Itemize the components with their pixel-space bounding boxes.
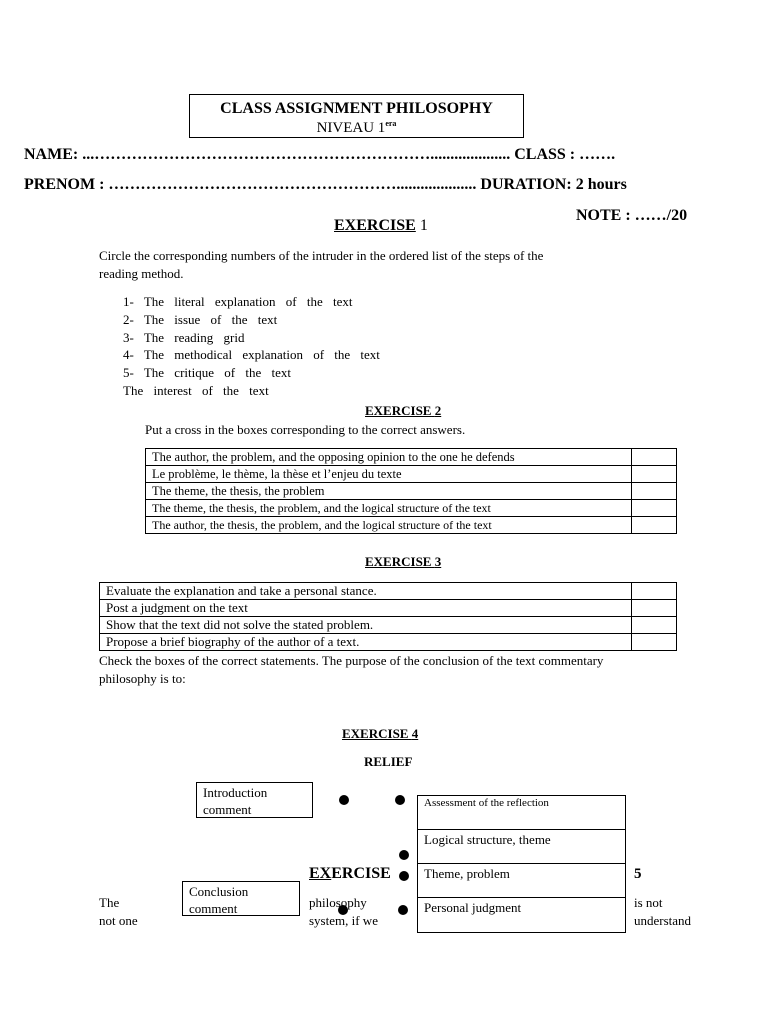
title-box bbox=[189, 94, 524, 138]
answer-text: Le problème, le thème, la thèse et l’enjeu du texte bbox=[146, 466, 632, 483]
exercise-5-left-1: The bbox=[99, 895, 120, 910]
exercise-5-mid-2: system, if we bbox=[309, 913, 378, 928]
right-box-logical-structure: Logical structure, theme bbox=[417, 829, 626, 864]
exercise-5-title: EXERCISE bbox=[309, 865, 391, 882]
connector-dot[interactable] bbox=[398, 905, 408, 915]
connector-dot[interactable] bbox=[339, 795, 349, 805]
connector-dot[interactable] bbox=[399, 850, 409, 860]
exercise-2-instruction: Put a cross in the boxes corresponding to the correct answers. bbox=[145, 422, 466, 437]
note-line: NOTE : ……/20 bbox=[576, 207, 688, 224]
exercise-1-title: EXERCISE 1 bbox=[334, 217, 428, 234]
exercise-1-instruction-1: Circle the corresponding numbers of the intruder in the ordered list of the steps of the bbox=[99, 248, 544, 263]
exercise-4-subtitle: RELIEF bbox=[364, 754, 413, 769]
answer-text: The theme, the thesis, the problem, and the logical structure of the text bbox=[146, 500, 632, 517]
table-row bbox=[100, 600, 677, 617]
right-box-personal-judgment: Personal judgment bbox=[417, 897, 626, 933]
statement-text: Propose a brief biography of the author of a text. bbox=[100, 634, 632, 651]
answer-checkbox[interactable] bbox=[632, 483, 677, 500]
list-item: 3- The reading grid bbox=[123, 330, 245, 345]
exercise-3-title: EXERCISE 3 bbox=[365, 554, 442, 569]
exercise-5-right-2: understand bbox=[634, 913, 692, 928]
level-label: NIVEAU $1^{era}$ bbox=[316, 119, 397, 136]
list-item: 2- The issue of the text bbox=[123, 312, 278, 327]
statement-text: Post a judgment on the text bbox=[100, 600, 632, 617]
answer-text: The author, the thesis, the problem, and the logical structure of the text bbox=[146, 517, 632, 534]
statement-checkbox[interactable] bbox=[632, 600, 677, 617]
name-class-line: NAME: ...……………………………………………………….................... CLASS : ……. bbox=[24, 146, 616, 163]
exercise-5-mid-1: philosophy bbox=[309, 895, 367, 910]
left-box-conclusion: Conclusion comment bbox=[182, 881, 300, 916]
connector-dot[interactable] bbox=[395, 795, 405, 805]
statement-text: Evaluate the explanation and take a personal stance. bbox=[100, 583, 632, 600]
statement-checkbox[interactable] bbox=[632, 617, 677, 634]
table-row bbox=[146, 449, 677, 466]
table-row bbox=[146, 483, 677, 500]
statement-checkbox[interactable] bbox=[632, 634, 677, 651]
answer-checkbox[interactable] bbox=[632, 449, 677, 466]
list-item: 1- The literal explanation of the text bbox=[123, 294, 353, 309]
statement-text: Show that the text did not solve the stated problem. bbox=[100, 617, 632, 634]
list-item: The interest of the text bbox=[123, 383, 269, 398]
table-row bbox=[146, 466, 677, 483]
exercise-2-title: EXERCISE 2 bbox=[365, 403, 442, 418]
answer-checkbox[interactable] bbox=[632, 517, 677, 534]
exercise-3-table bbox=[99, 582, 677, 651]
level-superscript: era bbox=[385, 119, 397, 128]
exercise-3-instruction-1: Check the boxes of the correct statements. The purpose of the conclusion of the text commentary bbox=[99, 653, 604, 668]
left-box-introduction: Introduction comment bbox=[196, 782, 313, 818]
table-row bbox=[100, 583, 677, 600]
table-row bbox=[100, 617, 677, 634]
table-row bbox=[146, 500, 677, 517]
exercise-5-right-1: is not bbox=[634, 895, 663, 910]
exercise-2-table bbox=[145, 448, 677, 534]
assignment-title: CLASS ASSIGNMENT PHILOSOPHY bbox=[220, 100, 493, 117]
answer-text: The theme, the thesis, the problem bbox=[146, 483, 632, 500]
statement-checkbox[interactable] bbox=[632, 583, 677, 600]
right-box-theme-problem: Theme, problem bbox=[417, 863, 626, 898]
answer-checkbox[interactable] bbox=[632, 500, 677, 517]
exercise-5-left-2: not one bbox=[99, 913, 138, 928]
prenom-duration-line: PRENOM : ……………………………………………….................... DURATION: 2 hours bbox=[24, 176, 627, 193]
answer-text: The author, the problem, and the opposing opinion to the one he defends bbox=[146, 449, 632, 466]
connector-dot[interactable] bbox=[399, 871, 409, 881]
table-row bbox=[100, 634, 677, 651]
table-row bbox=[146, 517, 677, 534]
list-item: 4- The methodical explanation of the text bbox=[123, 347, 380, 362]
exercise-1-instruction-2: reading method. bbox=[99, 266, 184, 281]
exercise-5-number: 5 bbox=[634, 866, 642, 882]
answer-checkbox[interactable] bbox=[632, 466, 677, 483]
right-box-assessment: Assessment of the reflection bbox=[417, 795, 626, 830]
exercise-3-instruction-2: philosophy is to: bbox=[99, 671, 186, 686]
list-item: 5- The critique of the text bbox=[123, 365, 291, 380]
exercise-4-title: EXERCISE 4 bbox=[342, 726, 419, 741]
